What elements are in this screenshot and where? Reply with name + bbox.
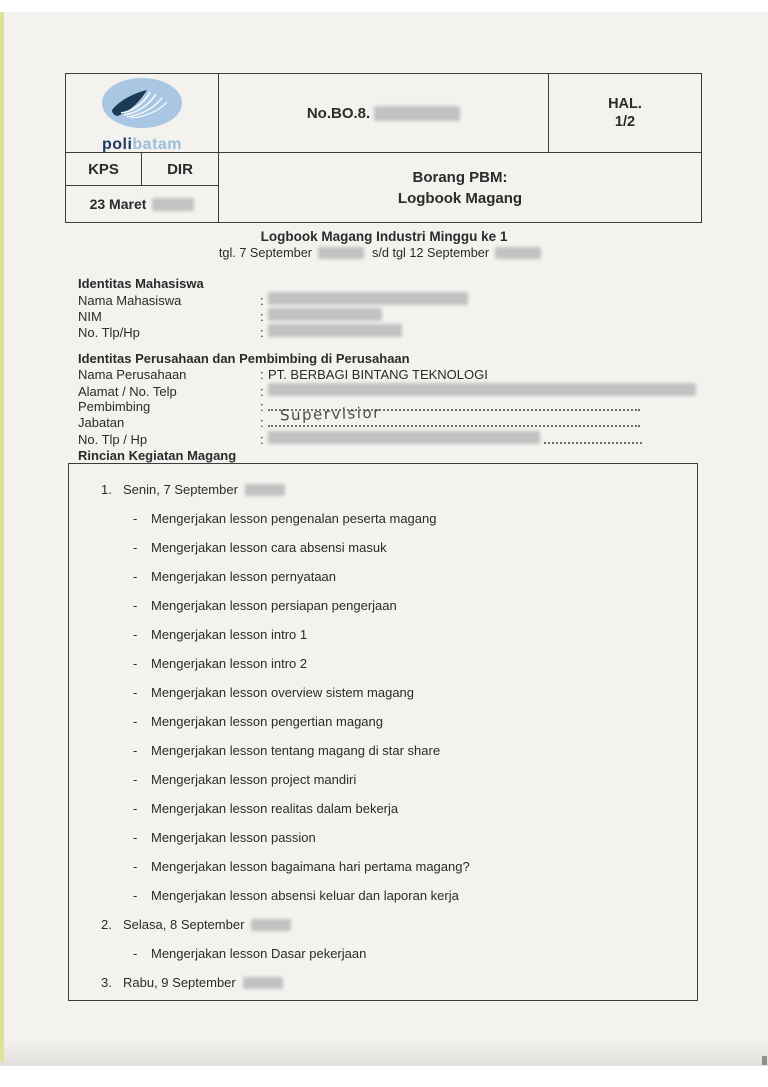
field-label: No. Tlp / Hp (78, 432, 148, 447)
company-row-address (78, 383, 718, 399)
redacted-company-address (268, 383, 696, 396)
activity-item (69, 823, 697, 852)
field-label: Nama Perusahaan (78, 367, 187, 382)
bullet-dash: - (133, 627, 138, 642)
day-number: 2. (101, 917, 112, 932)
dotted-fill-line (544, 432, 642, 444)
activity-item (69, 765, 697, 794)
field-label: Alamat / No. Telp (78, 384, 177, 399)
redacted-year (251, 919, 291, 931)
company-row-name (78, 367, 718, 383)
field-label: NIM (78, 309, 102, 324)
bullet-dash: - (133, 685, 138, 700)
day-title: Senin, 7 September (123, 482, 238, 497)
form-header-table (65, 73, 702, 223)
activity-text: Mengerjakan lesson cara absensi masuk (151, 540, 387, 555)
bullet-dash: - (133, 859, 138, 874)
colon: : (260, 293, 264, 308)
form-title-line1: Borang PBM: (412, 168, 508, 186)
bullet-dash: - (133, 540, 138, 555)
bullet-dash: - (133, 656, 138, 671)
wordmark-poli: poli (101, 135, 133, 153)
activity-log-box (68, 463, 698, 1001)
activity-item (69, 620, 697, 649)
hal-label: HAL. (608, 96, 642, 112)
kps-cell: KPS (66, 153, 142, 186)
activity-text: Mengerjakan lesson intro 1 (151, 627, 308, 642)
colon: : (260, 432, 264, 447)
document-title: Logbook Magang Industri Minggu ke 1 (260, 229, 508, 244)
activity-text: Mengerjakan lesson absensi keluar dan laporan kerja (151, 888, 459, 903)
bullet-dash: - (133, 511, 138, 526)
activity-item (69, 794, 697, 823)
bullet-dash: - (133, 598, 138, 613)
activity-item (69, 678, 697, 707)
redacted-year (152, 198, 194, 211)
activity-text: Mengerjakan lesson pernyataan (151, 569, 337, 584)
form-title-line2: Logbook Magang (397, 189, 523, 207)
activity-item (69, 562, 697, 591)
redacted-document-number (374, 106, 460, 121)
day-entry (69, 475, 697, 504)
document-number: No.BO.8. (306, 104, 371, 122)
redacted-year (245, 484, 285, 496)
redacted-student-name (268, 292, 468, 305)
student-identity-section (78, 276, 718, 340)
polibatam-logo-icon (98, 77, 186, 134)
colon: : (260, 325, 264, 340)
bullet-dash: - (133, 772, 138, 787)
day-entry (69, 968, 697, 997)
day-entry (69, 910, 697, 939)
day-title: Rabu, 9 September (123, 975, 236, 990)
day-title: Selasa, 8 September (123, 917, 245, 932)
activity-item (69, 591, 697, 620)
bullet-dash: - (133, 801, 138, 816)
bullet-dash: - (133, 946, 138, 961)
student-row-name (78, 292, 718, 308)
activity-text: Mengerjakan lesson Dasar pekerjaan (151, 946, 367, 961)
bullet-dash: - (133, 743, 138, 758)
scan-left-edge (0, 12, 4, 1062)
day-number: 3. (101, 975, 112, 990)
hal-value: 1/2 (614, 114, 636, 130)
colon: : (260, 384, 264, 399)
polibatam-wordmark (102, 136, 182, 154)
activity-text: Mengerjakan lesson realitas dalam bekerja (151, 801, 399, 816)
bullet-dash: - (133, 830, 138, 845)
scan-edge-mark (762, 1056, 767, 1065)
activity-text: Mengerjakan lesson intro 2 (151, 656, 308, 671)
company-row-phone (78, 431, 718, 447)
activity-text: Mengerjakan lesson persiapan pengerjaan (151, 598, 397, 613)
field-label: Nama Mahasiswa (78, 293, 182, 308)
activity-item (69, 649, 697, 678)
handwritten-position: Supervisior (279, 403, 382, 425)
activity-text: Mengerjakan lesson project mandiri (151, 772, 357, 787)
redacted-year (243, 977, 283, 989)
wordmark-batam: batam (132, 135, 183, 153)
redacted-supervisor-phone (268, 431, 540, 444)
day-number: 1. (101, 482, 112, 497)
activity-text: Mengerjakan lesson bagaimana hari pertama magang? (151, 859, 470, 874)
redacted-student-phone (268, 324, 402, 337)
redacted-year (318, 247, 364, 259)
activity-item (69, 707, 697, 736)
company-section-heading: Identitas Perusahaan dan Pembimbing di Perusahaan (78, 351, 410, 366)
field-label: Pembimbing (78, 399, 151, 414)
logo-cell (66, 74, 219, 153)
page-indicator-cell (549, 74, 701, 153)
colon: : (260, 399, 264, 414)
approval-date: 23 Maret (89, 196, 147, 212)
scan-bottom-shadow (0, 1040, 768, 1066)
document-title-block (0, 229, 768, 261)
dir-cell: DIR (142, 153, 219, 186)
activity-item (69, 736, 697, 765)
activity-text: Mengerjakan lesson overview sistem magang (151, 685, 415, 700)
activity-text: Mengerjakan lesson pengertian magang (151, 714, 383, 729)
redacted-year (495, 247, 541, 259)
colon: : (260, 415, 264, 430)
student-row-phone (78, 324, 718, 340)
field-label: No. Tlp/Hp (78, 325, 140, 340)
company-identity-section (78, 351, 718, 447)
activity-text: Mengerjakan lesson passion (151, 830, 316, 845)
activity-item (69, 852, 697, 881)
date-from: tgl. 7 September (218, 246, 312, 260)
colon: : (260, 309, 264, 324)
form-title-cell (219, 153, 701, 222)
company-row-supervisor (78, 399, 718, 415)
company-name-value: PT. BERBAGI BINTANG TEKNOLOGI (268, 367, 488, 382)
document-number-cell (219, 74, 549, 153)
field-label: Jabatan (78, 415, 125, 430)
bullet-dash: - (133, 569, 138, 584)
activity-item (69, 504, 697, 533)
bullet-dash: - (133, 888, 138, 903)
approval-date-cell (66, 186, 219, 222)
activity-item (69, 533, 697, 562)
activity-text: Mengerjakan lesson pengenalan peserta magang (151, 511, 437, 526)
student-section-heading: Identitas Mahasiswa (78, 276, 204, 291)
redacted-nim (268, 308, 382, 321)
activity-item (69, 939, 697, 968)
bullet-dash: - (133, 714, 138, 729)
activity-text: Mengerjakan lesson tentang magang di star share (151, 743, 441, 758)
document-date-range (0, 245, 768, 261)
activity-item (69, 881, 697, 910)
colon: : (260, 367, 264, 382)
student-row-nim (78, 308, 718, 324)
date-to: s/d tgl 12 September (372, 246, 490, 260)
activity-section-heading: Rincian Kegiatan Magang (78, 448, 237, 463)
